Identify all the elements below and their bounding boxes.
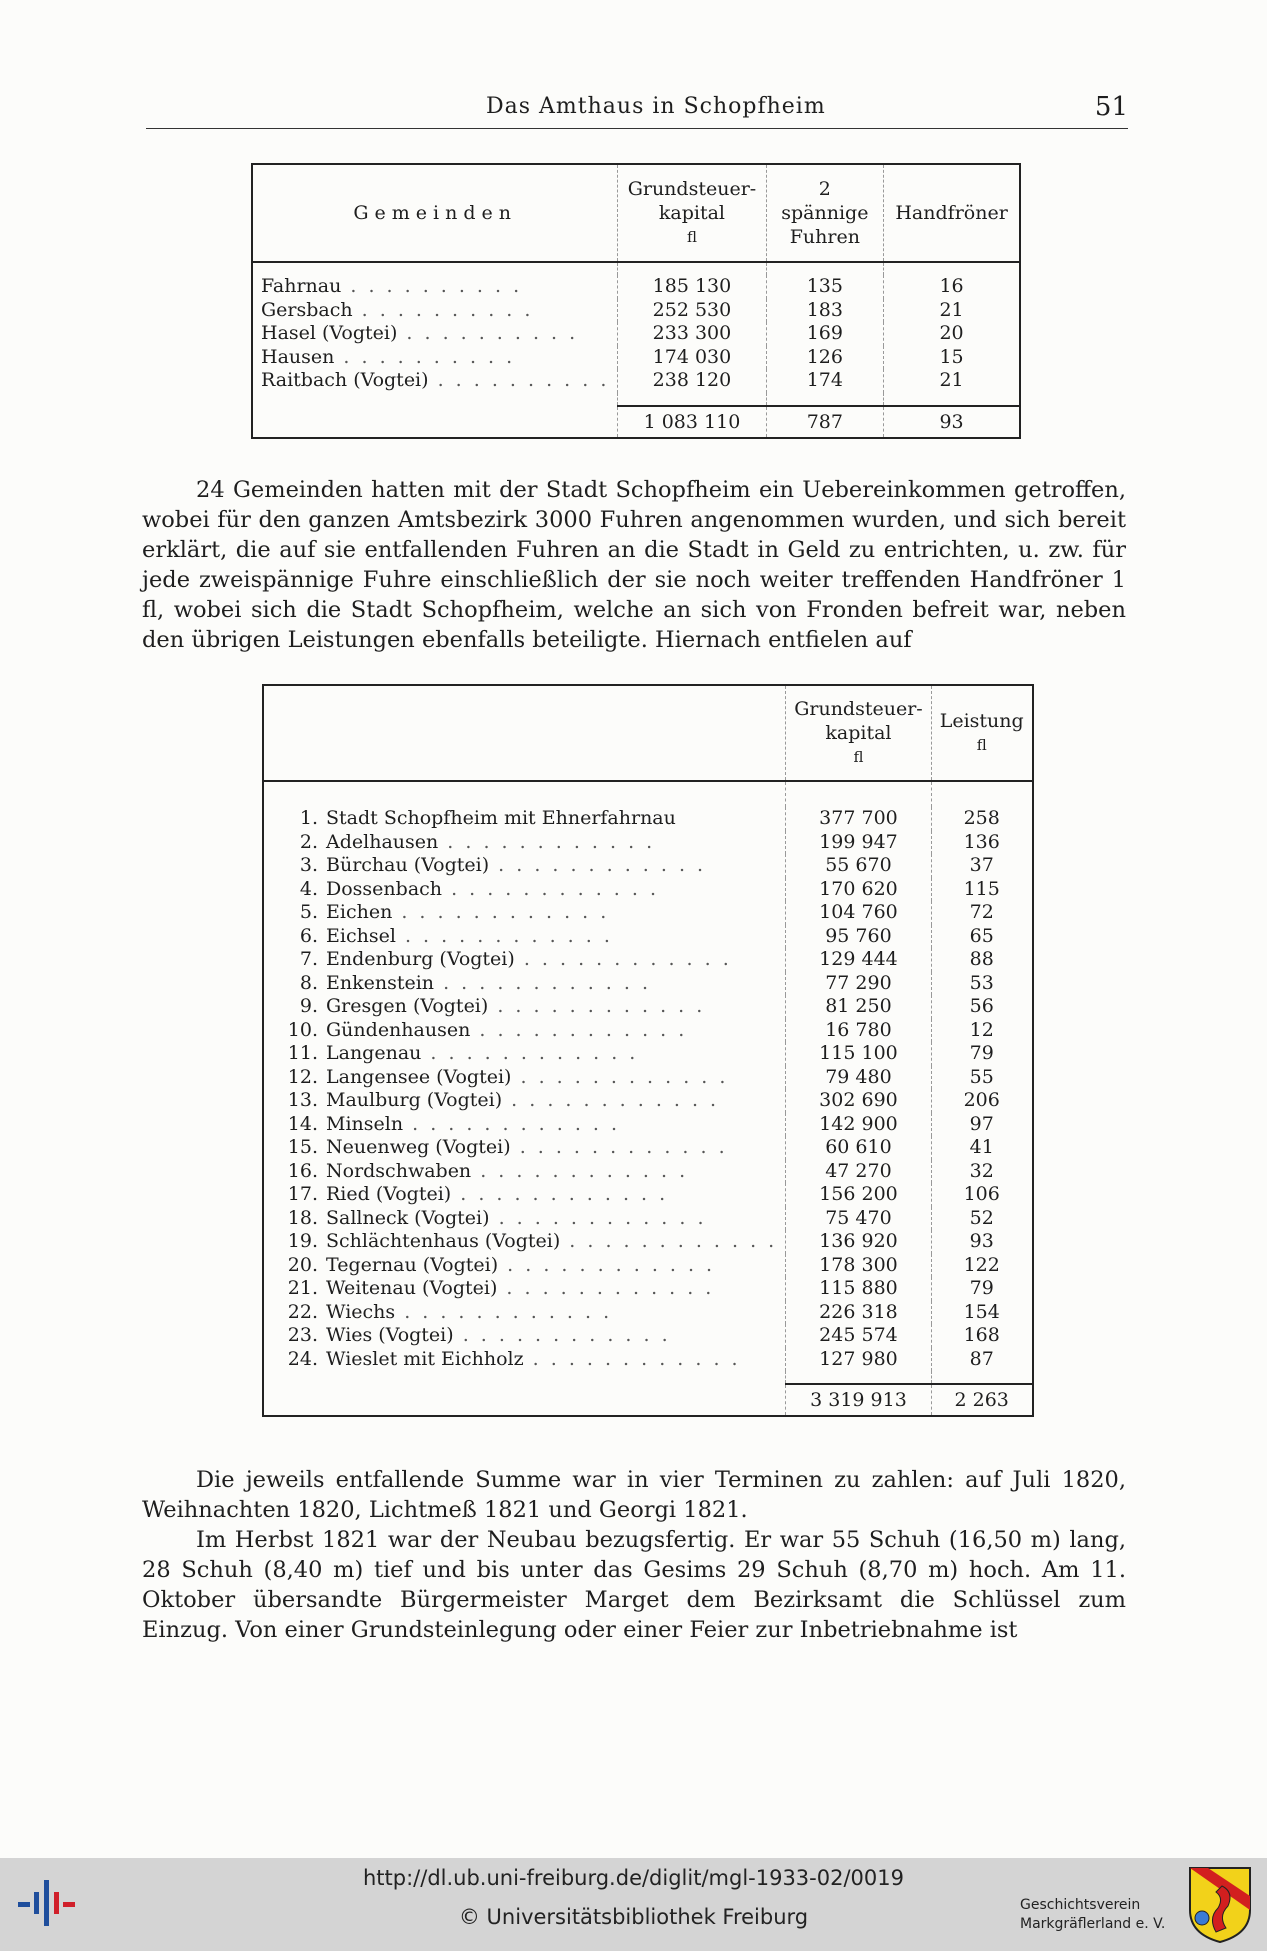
table-row <box>263 878 1033 902</box>
dot-leader: . . . . . . . . . . . . <box>489 1206 707 1229</box>
gemeinde-name: Fahrnau <box>261 275 342 297</box>
org-name <box>1020 1896 1165 1934</box>
gemeinde-cell <box>263 1183 786 1207</box>
gemeinde-cell <box>263 1113 786 1137</box>
dot-leader: . . . . . . . . . . <box>334 345 516 368</box>
row-number: 2. <box>299 830 318 853</box>
kapital-cell: 115 100 <box>786 1042 932 1066</box>
table-row <box>263 1183 1033 1207</box>
dot-leader: . . . . . . . . . . <box>397 322 579 344</box>
gemeinde-cell <box>263 1019 786 1043</box>
kapital-cell: 174 030 <box>618 346 766 370</box>
dot-leader: . . . . . . . . . . . . <box>403 1112 621 1135</box>
total-leistung: 2 263 <box>931 1384 1032 1416</box>
dot-leader: . . . . . . . . . . . . <box>502 1089 720 1111</box>
gemeinde-cell <box>263 1277 786 1301</box>
leistung-cell: 154 <box>931 1301 1032 1325</box>
leistung-cell: 168 <box>931 1324 1032 1348</box>
running-title: Das Amthaus in Schopfheim <box>486 94 826 119</box>
dot-leader: . . . . . . . . . . . . <box>560 1230 778 1252</box>
gemeinde-name: Weitenau (Vogtei) <box>326 1277 498 1299</box>
leistung-cell: 65 <box>931 925 1032 949</box>
col-header-gemeinde-blank <box>263 685 786 781</box>
dot-leader: . . . . . . . . . . . . <box>395 924 613 947</box>
gemeinde-cell <box>263 948 786 972</box>
kapital-cell: 252 530 <box>618 299 766 323</box>
leistung-cell: 122 <box>931 1254 1032 1278</box>
coat-of-arms-icon <box>1188 1866 1252 1944</box>
dot-leader: . . . . . . . . . . . . <box>510 1136 728 1158</box>
col-header-leistung <box>931 685 1032 781</box>
row-number: 4. <box>299 877 318 900</box>
leistung-cell: 12 <box>931 1019 1032 1043</box>
dot-leader: . . . . . . . . . . . . <box>489 854 707 876</box>
gemeinde-cell <box>263 878 786 902</box>
paragraph-agreement <box>142 475 1126 655</box>
col-header-gemeinden: Gemeinden <box>252 164 618 262</box>
gemeinde-cell <box>263 1301 786 1325</box>
kapital-cell: 245 574 <box>786 1324 932 1348</box>
dot-leader: . . . . . . . . . . . . <box>453 1324 671 1346</box>
table-row <box>252 322 1020 346</box>
dot-leader: . . . . . . . . . . . . <box>497 1277 715 1299</box>
kapital-cell: 185 130 <box>618 275 766 299</box>
gemeinde-name: Eichsel <box>326 924 396 947</box>
dot-leader: . . . . . . . . . . . . <box>523 1347 741 1370</box>
gemeinde-cell <box>263 1136 786 1160</box>
leistung-cell: 87 <box>931 1348 1032 1372</box>
gemeinde-name: Enkenstein <box>326 971 435 994</box>
row-number: 12. <box>287 1065 318 1088</box>
gemeinde-name: Tegernau (Vogtei) <box>326 1253 499 1276</box>
org-name-line2: Markgräflerland e. V. <box>1020 1916 1166 1932</box>
leistung-cell: 97 <box>931 1113 1032 1137</box>
leistung-cell: 79 <box>931 1277 1032 1301</box>
kapital-cell: 238 120 <box>618 369 766 393</box>
row-number: 6. <box>299 924 318 947</box>
table-row <box>263 901 1033 925</box>
gemeinde-name: Sallneck (Vogtei) <box>326 1206 490 1229</box>
gemeinde-name: Stadt Schopfheim mit Ehnerfahrnau <box>326 807 676 829</box>
gemeinde-cell <box>263 1230 786 1254</box>
row-number: 23. <box>287 1324 318 1346</box>
gemeinde-name: Langensee (Vogtei) <box>326 1065 512 1088</box>
handfroner-cell: 21 <box>884 369 1020 393</box>
gemeinde-cell <box>252 346 618 370</box>
gemeinde-cell <box>263 1160 786 1184</box>
kapital-cell: 127 980 <box>786 1348 932 1372</box>
gemeinde-name: Langenau <box>326 1042 422 1064</box>
gemeinde-name: Bürchau (Vogtei) <box>326 854 490 876</box>
dot-leader: . . . . . . . . . . . . <box>434 971 651 994</box>
table-row <box>263 1160 1033 1184</box>
total-kapital-2: 3 319 913 <box>786 1384 932 1416</box>
col-header-kapital <box>618 164 766 262</box>
leistung-cell: 72 <box>931 901 1032 925</box>
gemeinde-name: Gersbach <box>261 298 353 321</box>
kapital-cell: 47 270 <box>786 1160 932 1184</box>
table-row <box>252 346 1020 370</box>
kapital-cell: 104 760 <box>786 901 932 925</box>
leistung-cell: 136 <box>931 831 1032 855</box>
dot-leader: . . . . . . . . . . . . <box>395 1300 613 1323</box>
gemeinde-name: Hasel (Vogtei) <box>261 322 398 344</box>
table-row <box>263 831 1033 855</box>
dot-leader: . . . . . . . . . . . . <box>451 1183 669 1205</box>
fuhren-cell: 135 <box>766 275 884 299</box>
row-number: 1. <box>299 807 318 829</box>
gemeinde-name: Endenburg (Vogtei) <box>326 948 515 970</box>
kapital-cell: 199 947 <box>786 831 932 855</box>
table-row <box>263 1066 1033 1090</box>
leistung-table <box>262 684 1034 1417</box>
footer-copyright: © Universitätsbibliothek Freiburg <box>458 1905 809 1929</box>
gemeinde-cell <box>263 972 786 996</box>
kapital-cell: 156 200 <box>786 1183 932 1207</box>
table-row <box>263 1301 1033 1325</box>
dot-leader: . . . . . . . . . . <box>352 298 534 321</box>
gemeinde-name: Dossenbach <box>326 877 443 900</box>
gemeinde-cell <box>263 925 786 949</box>
table-row <box>263 1230 1033 1254</box>
row-number: 16. <box>287 1159 318 1182</box>
kapital-cell: 95 760 <box>786 925 932 949</box>
table-row <box>252 275 1020 299</box>
row-number: 3. <box>299 854 318 876</box>
dot-leader: . . . . . . . . . . . . <box>421 1042 639 1064</box>
gemeinde-cell <box>263 1324 786 1348</box>
gemeinde-cell <box>263 807 786 831</box>
table-row <box>263 972 1033 996</box>
dot-leader: . . . . . . . . . . . . <box>488 995 706 1017</box>
table-row <box>263 1324 1033 1348</box>
gemeinde-cell <box>263 831 786 855</box>
kapital-cell: 226 318 <box>786 1301 932 1325</box>
fuhren-cell: 169 <box>766 322 884 346</box>
col-header-kapital-label: Grundsteuer- kapital <box>627 178 757 224</box>
dot-leader: . . . . . . . . . . . . <box>511 1065 729 1088</box>
total-handfroner: 93 <box>884 406 1020 438</box>
gemeinde-name: Gresgen (Vogtei) <box>326 995 489 1017</box>
page-number: 51 <box>1094 92 1128 122</box>
fuhren-table <box>251 163 1021 439</box>
dot-leader: . . . . . . . . . . <box>341 275 523 297</box>
dot-leader: . . . . . . . . . . . . <box>438 830 656 853</box>
col-header-kapital2-label: Grundsteuer- kapital <box>794 698 923 744</box>
table-row <box>263 807 1033 831</box>
dot-leader: . . . . . . . . . . <box>428 369 610 391</box>
row-number: 17. <box>287 1183 318 1205</box>
kapital-cell: 60 610 <box>786 1136 932 1160</box>
dot-leader: . . . . . . . . . . . . <box>392 901 610 923</box>
kapital-cell: 302 690 <box>786 1089 932 1113</box>
gemeinde-name: Adelhausen <box>326 830 439 853</box>
gemeinde-name: Raitbach (Vogtei) <box>261 369 429 391</box>
kapital-cell: 55 670 <box>786 854 932 878</box>
kapital-cell: 81 250 <box>786 995 932 1019</box>
total-fuhren: 787 <box>766 406 884 438</box>
gemeinde-cell <box>263 1348 786 1372</box>
row-number: 15. <box>287 1136 318 1158</box>
paragraph-agreement-text: 24 Gemeinden hatten mit der Stadt Schopfheim ein Uebereinkommen getroffen, wobei für den ganzen Amtsbezirk 3000 Fuhren angenommen wurden, und sich bereit erklärt, die auf sie entfallenden Fuhren an die Stadt in Geld zu entrichten, u. zw. für jede zweispännige Fuhre einschließlich der sie noch weiter treffenden Handfröner 1 fl, wobei sich die Stadt Schopfheim, welche an sich von Fronden befreit war, neben den übrigen Leistungen ebenfalls beteiligte. Hiernach entfielen auf <box>142 477 1126 653</box>
table-row <box>252 299 1020 323</box>
leistung-cell: 37 <box>931 854 1032 878</box>
kapital-cell: 79 480 <box>786 1066 932 1090</box>
row-number: 22. <box>287 1300 318 1323</box>
paragraph-payment-text: Die jeweils entfallende Summe war in vier Terminen zu zahlen: auf Juli 1820, Weihnachten 1820, Lichtmeß 1821 und Georgi 1821. <box>142 1467 1126 1523</box>
row-number: 8. <box>299 971 318 994</box>
kapital-cell: 233 300 <box>618 322 766 346</box>
leistung-cell: 52 <box>931 1207 1032 1231</box>
gemeinde-name: Minseln <box>326 1112 404 1135</box>
gemeinde-name: Hausen <box>261 345 335 368</box>
gemeinde-cell <box>263 901 786 925</box>
gemeinde-name: Maulburg (Vogtei) <box>326 1089 503 1111</box>
gemeinde-cell <box>263 1254 786 1278</box>
paragraph-construction-text: Im Herbst 1821 war der Neubau bezugsfertig. Er war 55 Schuh (16,50 m) lang, 28 Schuh (8,40 m) tief und bis unter das Gesims 29 Schuh (8,70 m) hoch. Am 11. Oktober übersandte Bürgermeister Marget dem Bezirksamt die Schlüssel zum Einzug. Von einer Grundsteinlegung oder einer Feier zur Inbetriebnahme ist <box>142 1527 1126 1643</box>
dot-leader: . . . . . . . . . . . . <box>470 1018 688 1041</box>
gemeinde-cell <box>263 854 786 878</box>
leistung-cell: 88 <box>931 948 1032 972</box>
kapital-cell: 77 290 <box>786 972 932 996</box>
leistung-cell: 115 <box>931 878 1032 902</box>
row-number: 18. <box>287 1206 318 1229</box>
gemeinde-cell <box>263 1207 786 1231</box>
gemeinde-name: Wieslet mit Eichholz <box>326 1347 524 1370</box>
leistung-cell: 258 <box>931 807 1032 831</box>
table-row <box>263 1348 1033 1372</box>
table-row <box>263 1113 1033 1137</box>
fuhren-cell: 174 <box>766 369 884 393</box>
dot-leader: . . . . . . . . . . . . <box>498 1253 716 1276</box>
col-header-handfroner: Handfröner <box>884 164 1020 262</box>
col-header-fuhren: 2 spännige Fuhren <box>766 164 884 262</box>
kapital-cell: 377 700 <box>786 807 932 831</box>
org-name-line1: Geschichtsverein <box>1020 1897 1141 1913</box>
leistung-cell: 41 <box>931 1136 1032 1160</box>
gemeinde-cell <box>252 275 618 299</box>
totals-row <box>252 406 1020 438</box>
row-number: 20. <box>287 1253 318 1276</box>
fuhren-cell: 126 <box>766 346 884 370</box>
dot-leader: . . . . . . . . . . . . <box>514 948 732 970</box>
kapital-cell: 75 470 <box>786 1207 932 1231</box>
gemeinde-name: Schlächtenhaus (Vogtei) <box>326 1230 561 1252</box>
paragraph-payment <box>142 1465 1126 1645</box>
handfroner-cell: 20 <box>884 322 1020 346</box>
table-row <box>263 995 1033 1019</box>
gemeinde-name: Nordschwaben <box>326 1159 472 1182</box>
row-number: 10. <box>287 1018 318 1041</box>
row-number: 19. <box>287 1230 318 1252</box>
kapital-cell: 129 444 <box>786 948 932 972</box>
table-row <box>263 1277 1033 1301</box>
kapital-cell: 178 300 <box>786 1254 932 1278</box>
handfroner-cell: 16 <box>884 275 1020 299</box>
gemeinde-cell <box>252 369 618 393</box>
row-number: 7. <box>299 948 318 970</box>
leistung-cell: 93 <box>931 1230 1032 1254</box>
gemeinde-cell <box>252 299 618 323</box>
kapital-cell: 16 780 <box>786 1019 932 1043</box>
table-row <box>263 1136 1033 1160</box>
dot-leader: . . . . . . . . . . . . <box>471 1159 689 1182</box>
gemeinde-name: Wies (Vogtei) <box>326 1324 454 1346</box>
leistung-cell: 53 <box>931 972 1032 996</box>
col-header-kapital-unit: fl <box>686 228 697 246</box>
gemeinde-cell <box>263 1066 786 1090</box>
leistung-cell: 206 <box>931 1089 1032 1113</box>
gemeinde-cell <box>263 1042 786 1066</box>
fuhren-cell: 183 <box>766 299 884 323</box>
gemeinde-name: Ried (Vogtei) <box>326 1183 452 1205</box>
leistung-cell: 32 <box>931 1160 1032 1184</box>
row-number: 5. <box>299 901 318 923</box>
table-row <box>263 854 1033 878</box>
table-row <box>263 1089 1033 1113</box>
table-row <box>263 1254 1033 1278</box>
gemeinde-cell <box>252 322 618 346</box>
total-kapital: 1 083 110 <box>618 406 766 438</box>
gemeinde-name: Gündenhausen <box>326 1018 471 1041</box>
kapital-cell: 170 620 <box>786 878 932 902</box>
dot-leader: . . . . . . . . . . . . <box>442 877 659 900</box>
leistung-cell: 106 <box>931 1183 1032 1207</box>
gemeinde-name: Wiechs <box>326 1300 396 1323</box>
gemeinde-name: Eichen <box>326 901 393 923</box>
handfroner-cell: 15 <box>884 346 1020 370</box>
gemeinde-cell <box>263 995 786 1019</box>
table-row <box>252 369 1020 393</box>
kapital-cell: 136 920 <box>786 1230 932 1254</box>
col-header-kapital2-unit: fl <box>853 748 864 766</box>
totals-row-2 <box>263 1384 1033 1416</box>
table-row <box>263 1207 1033 1231</box>
kapital-cell: 142 900 <box>786 1113 932 1137</box>
footer-url-link[interactable]: http://dl.ub.uni-freiburg.de/diglit/mgl-1933-02/0019 <box>362 1866 904 1890</box>
row-number: 11. <box>287 1042 318 1064</box>
kapital-cell: 115 880 <box>786 1277 932 1301</box>
table-row <box>263 1042 1033 1066</box>
table-row <box>263 1019 1033 1043</box>
row-number: 9. <box>299 995 318 1017</box>
row-number: 13. <box>287 1089 318 1111</box>
leistung-cell: 79 <box>931 1042 1032 1066</box>
leistung-cell: 55 <box>931 1066 1032 1090</box>
table-row <box>263 948 1033 972</box>
col-header-leistung-label: Leistung <box>939 710 1024 732</box>
col-header-leistung-unit: fl <box>976 736 987 754</box>
row-number: 14. <box>287 1112 318 1135</box>
row-number: 21. <box>287 1277 318 1299</box>
handfroner-cell: 21 <box>884 299 1020 323</box>
row-number: 24. <box>287 1347 318 1370</box>
gemeinde-cell <box>263 1089 786 1113</box>
footer-bar <box>0 1858 1267 1951</box>
leistung-cell: 56 <box>931 995 1032 1019</box>
col-header-kapital2 <box>786 685 932 781</box>
table-row <box>263 925 1033 949</box>
running-header <box>146 92 1128 129</box>
gemeinde-name: Neuenweg (Vogtei) <box>326 1136 511 1158</box>
